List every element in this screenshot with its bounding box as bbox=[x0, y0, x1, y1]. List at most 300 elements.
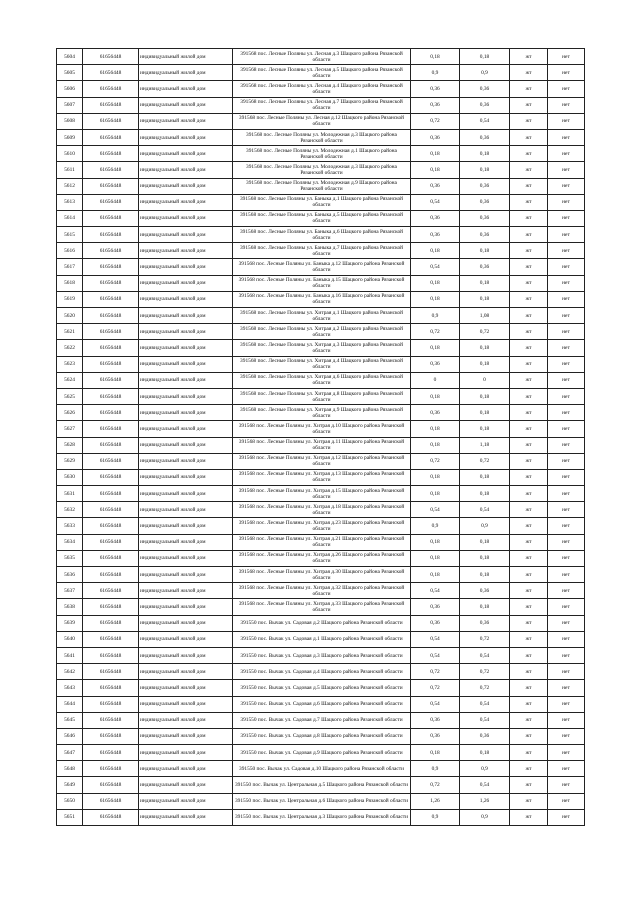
code-cell: 61656448 bbox=[83, 793, 139, 809]
answer-cell: нет bbox=[548, 49, 585, 65]
object-type-cell: индивидуальный жилой дом bbox=[139, 469, 233, 485]
code-cell: 61656448 bbox=[83, 372, 139, 388]
row-number-cell: 5647 bbox=[57, 745, 83, 761]
answer-cell: нет bbox=[548, 146, 585, 162]
status-cell: жт bbox=[510, 696, 548, 712]
table-row bbox=[57, 356, 585, 372]
value-2-cell: 0,54 bbox=[460, 712, 510, 728]
status-cell: жт bbox=[510, 324, 548, 340]
object-type-cell: индивидуальный жилой дом bbox=[139, 259, 233, 275]
value-2-cell: 0,54 bbox=[460, 647, 510, 663]
table-row bbox=[57, 308, 585, 324]
value-1-cell: 0,36 bbox=[411, 356, 460, 372]
code-cell: 61656448 bbox=[83, 550, 139, 566]
code-cell: 61656448 bbox=[83, 437, 139, 453]
answer-cell: нет bbox=[548, 372, 585, 388]
status-cell: жт bbox=[510, 680, 548, 696]
row-number-cell: 5633 bbox=[57, 518, 83, 534]
value-2-cell: 0,18 bbox=[460, 486, 510, 502]
object-type-cell: индивидуальный жилой дом bbox=[139, 146, 233, 162]
answer-cell: нет bbox=[548, 583, 585, 599]
address-cell: 391550 пос. Вычак ул. Центральная д.3 Шацкого района Рязанской области bbox=[233, 809, 411, 825]
code-cell: 61656448 bbox=[83, 745, 139, 761]
table-row bbox=[57, 453, 585, 469]
answer-cell: нет bbox=[548, 405, 585, 421]
table-row bbox=[57, 388, 585, 404]
row-number-cell: 5622 bbox=[57, 340, 83, 356]
table-body bbox=[57, 49, 585, 826]
table-row bbox=[57, 664, 585, 680]
value-2-cell: 0,36 bbox=[460, 259, 510, 275]
address-cell: 391550 пос. Вычак ул. Садовая д.10 Шацкого района Рязанской области bbox=[233, 761, 411, 777]
code-cell: 61656448 bbox=[83, 65, 139, 81]
address-cell: 391568 пос. Лесные Поляны ул. Лесная д.4 Шацкого района Рязанской области bbox=[233, 81, 411, 97]
value-1-cell: 0,18 bbox=[411, 49, 460, 65]
object-type-cell: индивидуальный жилой дом bbox=[139, 129, 233, 145]
address-cell: 391568 пос. Лесные Поляны ул. Молодежная д.3 Шацкого района Рязанской области bbox=[233, 162, 411, 178]
value-1-cell: 0,36 bbox=[411, 405, 460, 421]
object-type-cell: индивидуальный жилой дом bbox=[139, 194, 233, 210]
object-type-cell: индивидуальный жилой дом bbox=[139, 97, 233, 113]
value-1-cell: 0,18 bbox=[411, 340, 460, 356]
answer-cell: нет bbox=[548, 647, 585, 663]
status-cell: жт bbox=[510, 518, 548, 534]
value-2-cell: 0,36 bbox=[460, 728, 510, 744]
row-number-cell: 5639 bbox=[57, 615, 83, 631]
code-cell: 61656448 bbox=[83, 809, 139, 825]
address-cell: 391568 пос. Лесные Поляны ул. Хитрая д.2 Шацкого района Рязанской области bbox=[233, 324, 411, 340]
answer-cell: нет bbox=[548, 809, 585, 825]
code-cell: 61656448 bbox=[83, 210, 139, 226]
row-number-cell: 5610 bbox=[57, 146, 83, 162]
code-cell: 61656448 bbox=[83, 502, 139, 518]
value-1-cell: 0,54 bbox=[411, 194, 460, 210]
object-type-cell: индивидуальный жилой дом bbox=[139, 81, 233, 97]
object-type-cell: индивидуальный жилой дом bbox=[139, 372, 233, 388]
code-cell: 61656448 bbox=[83, 129, 139, 145]
address-cell: 391568 пос. Лесные Поляны ул. Лесная д.7 Шацкого района Рязанской области bbox=[233, 97, 411, 113]
value-2-cell: 0,36 bbox=[460, 81, 510, 97]
answer-cell: нет bbox=[548, 777, 585, 793]
table-row bbox=[57, 65, 585, 81]
table-row bbox=[57, 178, 585, 194]
address-cell: 391568 пос. Лесные Поляны ул. Хитрая д.23 Шацкого района Рязанской области bbox=[233, 518, 411, 534]
value-1-cell: 0,18 bbox=[411, 146, 460, 162]
answer-cell: нет bbox=[548, 534, 585, 550]
address-cell: 391568 пос. Лесные Поляны ул. Хитрая д.9 Шацкого района Рязанской области bbox=[233, 405, 411, 421]
table-row bbox=[57, 49, 585, 65]
code-cell: 61656448 bbox=[83, 405, 139, 421]
code-cell: 61656448 bbox=[83, 162, 139, 178]
table-row bbox=[57, 550, 585, 566]
address-cell: 391568 пос. Лесные Поляны ул. Хитрая д.21 Шацкого района Рязанской области bbox=[233, 534, 411, 550]
address-cell: 391550 пос. Вычак ул. Садовая д.6 Шацкого района Рязанской области bbox=[233, 696, 411, 712]
status-cell: жт bbox=[510, 599, 548, 615]
row-number-cell: 5620 bbox=[57, 308, 83, 324]
row-number-cell: 5605 bbox=[57, 65, 83, 81]
table-row bbox=[57, 680, 585, 696]
address-cell: 391550 пос. Вычак ул. Садовая д.3 Шацкого района Рязанской области bbox=[233, 647, 411, 663]
value-1-cell: 0,18 bbox=[411, 550, 460, 566]
row-number-cell: 5645 bbox=[57, 712, 83, 728]
object-type-cell: индивидуальный жилой дом bbox=[139, 793, 233, 809]
answer-cell: нет bbox=[548, 421, 585, 437]
table-row bbox=[57, 567, 585, 583]
status-cell: жт bbox=[510, 615, 548, 631]
object-type-cell: индивидуальный жилой дом bbox=[139, 680, 233, 696]
value-1-cell: 0,18 bbox=[411, 162, 460, 178]
row-number-cell: 5623 bbox=[57, 356, 83, 372]
status-cell: жт bbox=[510, 437, 548, 453]
table-row bbox=[57, 599, 585, 615]
object-type-cell: индивидуальный жилой дом bbox=[139, 745, 233, 761]
value-2-cell: 0,18 bbox=[460, 469, 510, 485]
table-row bbox=[57, 97, 585, 113]
value-2-cell: 0,72 bbox=[460, 453, 510, 469]
table-row bbox=[57, 227, 585, 243]
address-cell: 391568 пос. Лесные Поляны ул. Хитрая д.30 Шацкого района Рязанской области bbox=[233, 567, 411, 583]
value-1-cell: 0,54 bbox=[411, 583, 460, 599]
object-type-cell: индивидуальный жилой дом bbox=[139, 631, 233, 647]
address-cell: 391568 пос. Лесные Поляны ул. Лесная д.5 Шацкого района Рязанской области bbox=[233, 65, 411, 81]
row-number-cell: 5613 bbox=[57, 194, 83, 210]
row-number-cell: 5606 bbox=[57, 81, 83, 97]
answer-cell: нет bbox=[548, 712, 585, 728]
address-cell: 391568 пос. Лесные Поляны ул. Хитрая д.11 Шацкого района Рязанской области bbox=[233, 437, 411, 453]
value-1-cell: 0,36 bbox=[411, 81, 460, 97]
answer-cell: нет bbox=[548, 291, 585, 307]
code-cell: 61656448 bbox=[83, 583, 139, 599]
value-1-cell: 0,18 bbox=[411, 469, 460, 485]
value-1-cell: 0,36 bbox=[411, 97, 460, 113]
code-cell: 61656448 bbox=[83, 308, 139, 324]
table-row bbox=[57, 745, 585, 761]
table-row bbox=[57, 502, 585, 518]
address-cell: 391550 пос. Вычак ул. Центральная д.5 Шацкого района Рязанской области bbox=[233, 777, 411, 793]
value-1-cell: 0,36 bbox=[411, 712, 460, 728]
status-cell: жт bbox=[510, 340, 548, 356]
object-type-cell: индивидуальный жилой дом bbox=[139, 49, 233, 65]
object-type-cell: индивидуальный жилой дом bbox=[139, 583, 233, 599]
row-number-cell: 5649 bbox=[57, 777, 83, 793]
answer-cell: нет bbox=[548, 194, 585, 210]
table-row bbox=[57, 631, 585, 647]
answer-cell: нет bbox=[548, 437, 585, 453]
status-cell: жт bbox=[510, 809, 548, 825]
object-type-cell: индивидуальный жилой дом bbox=[139, 113, 233, 129]
value-1-cell: 0,9 bbox=[411, 761, 460, 777]
value-2-cell: 0,9 bbox=[460, 809, 510, 825]
answer-cell: нет bbox=[548, 340, 585, 356]
address-cell: 391568 пос. Лесные Поляны ул. Хитрая д.1 Шацкого района Рязанской области bbox=[233, 308, 411, 324]
status-cell: жт bbox=[510, 356, 548, 372]
value-2-cell: 0,36 bbox=[460, 583, 510, 599]
object-type-cell: индивидуальный жилой дом bbox=[139, 809, 233, 825]
object-type-cell: индивидуальный жилой дом bbox=[139, 356, 233, 372]
register-table bbox=[56, 48, 585, 826]
row-number-cell: 5650 bbox=[57, 793, 83, 809]
row-number-cell: 5615 bbox=[57, 227, 83, 243]
value-2-cell: 0,18 bbox=[460, 243, 510, 259]
value-2-cell: 0,9 bbox=[460, 65, 510, 81]
value-2-cell: 1,08 bbox=[460, 308, 510, 324]
answer-cell: нет bbox=[548, 502, 585, 518]
row-number-cell: 5619 bbox=[57, 291, 83, 307]
value-1-cell: 0,36 bbox=[411, 728, 460, 744]
value-2-cell: 0,9 bbox=[460, 761, 510, 777]
value-2-cell: 0,18 bbox=[460, 534, 510, 550]
value-1-cell: 0,18 bbox=[411, 745, 460, 761]
address-cell: 391568 пос. Лесные Поляны ул. Хитрая д.6 Шацкого района Рязанской области bbox=[233, 372, 411, 388]
row-number-cell: 5617 bbox=[57, 259, 83, 275]
status-cell: жт bbox=[510, 550, 548, 566]
answer-cell: нет bbox=[548, 227, 585, 243]
answer-cell: нет bbox=[548, 567, 585, 583]
table-row bbox=[57, 324, 585, 340]
table-row bbox=[57, 291, 585, 307]
row-number-cell: 5627 bbox=[57, 421, 83, 437]
object-type-cell: индивидуальный жилой дом bbox=[139, 340, 233, 356]
value-1-cell: 0,9 bbox=[411, 518, 460, 534]
object-type-cell: индивидуальный жилой дом bbox=[139, 615, 233, 631]
address-cell: 391568 пос. Лесные Поляны ул. Баныка д.12 Шацкого района Рязанской области bbox=[233, 259, 411, 275]
status-cell: жт bbox=[510, 793, 548, 809]
value-1-cell: 0,72 bbox=[411, 113, 460, 129]
answer-cell: нет bbox=[548, 745, 585, 761]
row-number-cell: 5604 bbox=[57, 49, 83, 65]
status-cell: жт bbox=[510, 502, 548, 518]
table-row bbox=[57, 712, 585, 728]
address-cell: 391568 пос. Лесные Поляны ул. Лесная д.12 Шацкого района Рязанской области bbox=[233, 113, 411, 129]
code-cell: 61656448 bbox=[83, 453, 139, 469]
value-2-cell: 0,36 bbox=[460, 97, 510, 113]
row-number-cell: 5611 bbox=[57, 162, 83, 178]
value-2-cell: 0,54 bbox=[460, 696, 510, 712]
address-cell: 391568 пос. Лесные Поляны ул. Хитрая д.10 Шацкого района Рязанской области bbox=[233, 421, 411, 437]
answer-cell: нет bbox=[548, 550, 585, 566]
status-cell: жт bbox=[510, 129, 548, 145]
value-2-cell: 0,36 bbox=[460, 615, 510, 631]
value-2-cell: 0,36 bbox=[460, 129, 510, 145]
status-cell: жт bbox=[510, 534, 548, 550]
code-cell: 61656448 bbox=[83, 388, 139, 404]
value-1-cell: 0,54 bbox=[411, 647, 460, 663]
row-number-cell: 5631 bbox=[57, 486, 83, 502]
row-number-cell: 5636 bbox=[57, 567, 83, 583]
value-1-cell: 0,18 bbox=[411, 421, 460, 437]
status-cell: жт bbox=[510, 194, 548, 210]
address-cell: 391568 пос. Лесные Поляны ул. Баныка д.16 Шацкого района Рязанской области bbox=[233, 291, 411, 307]
status-cell: жт bbox=[510, 388, 548, 404]
value-1-cell: 0,18 bbox=[411, 275, 460, 291]
status-cell: жт bbox=[510, 259, 548, 275]
status-cell: жт bbox=[510, 777, 548, 793]
answer-cell: нет bbox=[548, 97, 585, 113]
value-2-cell: 0,36 bbox=[460, 178, 510, 194]
status-cell: жт bbox=[510, 745, 548, 761]
address-cell: 391550 пос. Вычак ул. Садовая д.4 Шацкого района Рязанской области bbox=[233, 664, 411, 680]
table-row bbox=[57, 534, 585, 550]
code-cell: 61656448 bbox=[83, 97, 139, 113]
object-type-cell: индивидуальный жилой дом bbox=[139, 308, 233, 324]
address-cell: 391568 пос. Лесные Поляны ул. Хитрая д.12 Шацкого района Рязанской области bbox=[233, 453, 411, 469]
value-2-cell: 0,18 bbox=[460, 162, 510, 178]
value-2-cell: 0,72 bbox=[460, 664, 510, 680]
value-1-cell: 0 bbox=[411, 372, 460, 388]
table-row bbox=[57, 194, 585, 210]
table-row bbox=[57, 777, 585, 793]
row-number-cell: 5609 bbox=[57, 129, 83, 145]
status-cell: жт bbox=[510, 567, 548, 583]
answer-cell: нет bbox=[548, 275, 585, 291]
row-number-cell: 5632 bbox=[57, 502, 83, 518]
value-2-cell: 0,18 bbox=[460, 421, 510, 437]
answer-cell: нет bbox=[548, 599, 585, 615]
row-number-cell: 5646 bbox=[57, 728, 83, 744]
value-1-cell: 0,36 bbox=[411, 599, 460, 615]
status-cell: жт bbox=[510, 81, 548, 97]
code-cell: 61656448 bbox=[83, 631, 139, 647]
table-row bbox=[57, 129, 585, 145]
value-2-cell: 1,26 bbox=[460, 793, 510, 809]
answer-cell: нет bbox=[548, 178, 585, 194]
answer-cell: нет bbox=[548, 162, 585, 178]
address-cell: 391550 пос. Вычак ул. Садовая д.2 Шацкого района Рязанской области bbox=[233, 615, 411, 631]
value-2-cell: 0,9 bbox=[460, 518, 510, 534]
row-number-cell: 5644 bbox=[57, 696, 83, 712]
value-1-cell: 0,54 bbox=[411, 502, 460, 518]
address-cell: 391568 пос. Лесные Поляны ул. Хитрая д.15 Шацкого района Рязанской области bbox=[233, 486, 411, 502]
code-cell: 61656448 bbox=[83, 712, 139, 728]
table-row bbox=[57, 210, 585, 226]
code-cell: 61656448 bbox=[83, 49, 139, 65]
code-cell: 61656448 bbox=[83, 664, 139, 680]
value-2-cell: 0,18 bbox=[460, 340, 510, 356]
object-type-cell: индивидуальный жилой дом bbox=[139, 534, 233, 550]
value-1-cell: 0,54 bbox=[411, 696, 460, 712]
value-2-cell: 0,18 bbox=[460, 567, 510, 583]
row-number-cell: 5643 bbox=[57, 680, 83, 696]
answer-cell: нет bbox=[548, 81, 585, 97]
code-cell: 61656448 bbox=[83, 696, 139, 712]
table-row bbox=[57, 696, 585, 712]
answer-cell: нет bbox=[548, 486, 585, 502]
row-number-cell: 5651 bbox=[57, 809, 83, 825]
address-cell: 391568 пос. Лесные Поляны ул. Баныка д.15 Шацкого района Рязанской области bbox=[233, 275, 411, 291]
value-1-cell: 0,54 bbox=[411, 259, 460, 275]
object-type-cell: индивидуальный жилой дом bbox=[139, 696, 233, 712]
status-cell: жт bbox=[510, 49, 548, 65]
status-cell: жт bbox=[510, 728, 548, 744]
value-1-cell: 0,36 bbox=[411, 178, 460, 194]
status-cell: жт bbox=[510, 647, 548, 663]
object-type-cell: индивидуальный жилой дом bbox=[139, 550, 233, 566]
answer-cell: нет bbox=[548, 129, 585, 145]
object-type-cell: индивидуальный жилой дом bbox=[139, 664, 233, 680]
value-1-cell: 0,18 bbox=[411, 486, 460, 502]
table-row bbox=[57, 647, 585, 663]
value-1-cell: 0,18 bbox=[411, 567, 460, 583]
address-cell: 391568 пос. Лесные Поляны ул. Хитрая д.8 Шацкого района Рязанской области bbox=[233, 388, 411, 404]
value-1-cell: 1,26 bbox=[411, 793, 460, 809]
value-1-cell: 0,36 bbox=[411, 129, 460, 145]
value-1-cell: 0,9 bbox=[411, 809, 460, 825]
code-cell: 61656448 bbox=[83, 194, 139, 210]
table-row bbox=[57, 259, 585, 275]
value-1-cell: 0,72 bbox=[411, 324, 460, 340]
table-row bbox=[57, 421, 585, 437]
object-type-cell: индивидуальный жилой дом bbox=[139, 275, 233, 291]
value-1-cell: 0,9 bbox=[411, 308, 460, 324]
code-cell: 61656448 bbox=[83, 518, 139, 534]
address-cell: 391550 пос. Вычак ул. Садовая д.5 Шацкого района Рязанской области bbox=[233, 680, 411, 696]
value-1-cell: 0,18 bbox=[411, 291, 460, 307]
answer-cell: нет bbox=[548, 793, 585, 809]
object-type-cell: индивидуальный жилой дом bbox=[139, 227, 233, 243]
value-2-cell: 0,18 bbox=[460, 599, 510, 615]
code-cell: 61656448 bbox=[83, 567, 139, 583]
table-row bbox=[57, 793, 585, 809]
code-cell: 61656448 bbox=[83, 259, 139, 275]
table-row bbox=[57, 809, 585, 825]
value-2-cell: 1,18 bbox=[460, 437, 510, 453]
value-2-cell: 0,18 bbox=[460, 146, 510, 162]
status-cell: жт bbox=[510, 631, 548, 647]
object-type-cell: индивидуальный жилой дом bbox=[139, 599, 233, 615]
code-cell: 61656448 bbox=[83, 761, 139, 777]
row-number-cell: 5607 bbox=[57, 97, 83, 113]
answer-cell: нет bbox=[548, 210, 585, 226]
code-cell: 61656448 bbox=[83, 243, 139, 259]
code-cell: 61656448 bbox=[83, 291, 139, 307]
code-cell: 61656448 bbox=[83, 81, 139, 97]
address-cell: 391568 пос. Лесные Поляны ул. Молодежная д.9 Шацкого района Рязанской области bbox=[233, 178, 411, 194]
status-cell: жт bbox=[510, 243, 548, 259]
status-cell: жт bbox=[510, 113, 548, 129]
answer-cell: нет bbox=[548, 453, 585, 469]
answer-cell: нет bbox=[548, 259, 585, 275]
row-number-cell: 5637 bbox=[57, 583, 83, 599]
value-2-cell: 0,72 bbox=[460, 631, 510, 647]
table-row bbox=[57, 486, 585, 502]
status-cell: жт bbox=[510, 583, 548, 599]
value-2-cell: 0,18 bbox=[460, 49, 510, 65]
value-1-cell: 0,18 bbox=[411, 388, 460, 404]
code-cell: 61656448 bbox=[83, 227, 139, 243]
object-type-cell: индивидуальный жилой дом bbox=[139, 291, 233, 307]
answer-cell: нет bbox=[548, 664, 585, 680]
row-number-cell: 5648 bbox=[57, 761, 83, 777]
value-1-cell: 0,18 bbox=[411, 243, 460, 259]
value-2-cell: 0,36 bbox=[460, 194, 510, 210]
table-row bbox=[57, 81, 585, 97]
table-row bbox=[57, 761, 585, 777]
answer-cell: нет bbox=[548, 356, 585, 372]
object-type-cell: индивидуальный жилой дом bbox=[139, 453, 233, 469]
status-cell: жт bbox=[510, 421, 548, 437]
address-cell: 391568 пос. Лесные Поляны ул. Хитрая д.4 Шацкого района Рязанской области bbox=[233, 356, 411, 372]
address-cell: 391568 пос. Лесные Поляны ул. Баныка д.7 Шацкого района Рязанской области bbox=[233, 243, 411, 259]
object-type-cell: индивидуальный жилой дом bbox=[139, 178, 233, 194]
code-cell: 61656448 bbox=[83, 599, 139, 615]
value-2-cell: 0 bbox=[460, 372, 510, 388]
value-1-cell: 0,54 bbox=[411, 631, 460, 647]
row-number-cell: 5618 bbox=[57, 275, 83, 291]
value-2-cell: 0,54 bbox=[460, 777, 510, 793]
row-number-cell: 5612 bbox=[57, 178, 83, 194]
row-number-cell: 5614 bbox=[57, 210, 83, 226]
table-row bbox=[57, 275, 585, 291]
